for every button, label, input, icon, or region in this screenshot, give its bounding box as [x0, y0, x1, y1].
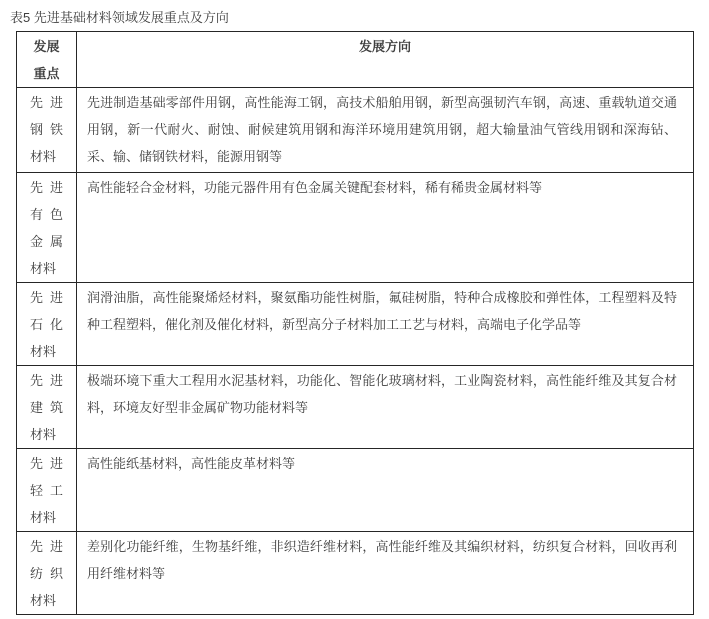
focus-line: 有色 [30, 207, 63, 222]
direction-cell-building-materials: 极端环境下重大工程用水泥基材料，功能化、智能化玻璃材料，工业陶瓷材料，高性能纤维及其复合材料，环境友好型非金属矿物功能材料等 [77, 366, 694, 449]
focus-line: 先进 [30, 373, 63, 388]
focus-line: 石化 [30, 317, 63, 332]
direction-cell-petrochemical: 润滑油脂，高性能聚烯烃材料，聚氨酯功能性树脂，氟硅树脂，特种合成橡胶和弹性体，工程塑料及特种工程塑料，催化剂及催化材料，新型高分子材料加工工艺与材料，高端电子化学品等 [77, 283, 694, 366]
focus-line: 材料 [30, 149, 57, 164]
focus-line: 材料 [30, 261, 57, 276]
focus-cell-petrochemical [17, 283, 77, 366]
focus-line: 金属 [30, 234, 63, 249]
focus-line: 先进 [30, 95, 63, 110]
direction-cell-light-industry: 高性能纸基材料，高性能皮革材料等 [77, 449, 694, 532]
table-row-nonferrous-metal [17, 173, 694, 283]
header-focus-line-2: 重点 [33, 66, 60, 81]
focus-line: 轻工 [30, 483, 63, 498]
focus-line: 材料 [30, 593, 57, 608]
table-row-petrochemical [17, 283, 694, 366]
focus-cell-light-industry [17, 449, 77, 532]
focus-cell-textile [17, 532, 77, 615]
focus-cell-advanced-steel [17, 88, 77, 173]
direction-cell-nonferrous-metal: 高性能轻合金材料，功能元器件用有色金属关键配套材料，稀有稀贵金属材料等 [77, 173, 694, 283]
focus-line: 先进 [30, 456, 63, 471]
focus-cell-nonferrous-metal [17, 173, 77, 283]
focus-line: 材料 [30, 510, 57, 525]
focus-line: 先进 [30, 180, 63, 195]
header-cell-focus [17, 32, 77, 88]
focus-line: 先进 [30, 539, 63, 554]
table-header-row [17, 32, 694, 88]
table-row-light-industry [17, 449, 694, 532]
focus-cell-building-materials [17, 366, 77, 449]
focus-line: 纺织 [30, 566, 63, 581]
focus-line: 材料 [30, 344, 57, 359]
direction-cell-advanced-steel: 先进制造基础零部件用钢，高性能海工钢，高技术船舶用钢，新型高强韧汽车钢，高速、重载轨道交通用钢，新一代耐火、耐蚀、耐候建筑用钢和海洋环境用建筑用钢，超大输量油气管线用钢和深海钻、采、输、储钢铁材料，能源用钢等 [77, 88, 694, 173]
development-table [16, 31, 694, 615]
direction-cell-textile: 差别化功能纤维，生物基纤维，非织造纤维材料，高性能纤维及其编织材料，纺织复合材料，回收再利用纤维材料等 [77, 532, 694, 615]
header-cell-direction: 发展方向 [77, 32, 694, 88]
header-focus-line-1: 发展 [33, 39, 60, 54]
focus-line: 钢铁 [30, 122, 63, 137]
focus-line: 先进 [30, 290, 63, 305]
focus-line: 材料 [30, 427, 57, 442]
table-caption: 表5 先进基础材料领域发展重点及方向 [10, 10, 229, 25]
table-row-textile [17, 532, 694, 615]
focus-line: 建筑 [30, 400, 63, 415]
table-row-advanced-steel [17, 88, 694, 173]
table-row-building-materials [17, 366, 694, 449]
